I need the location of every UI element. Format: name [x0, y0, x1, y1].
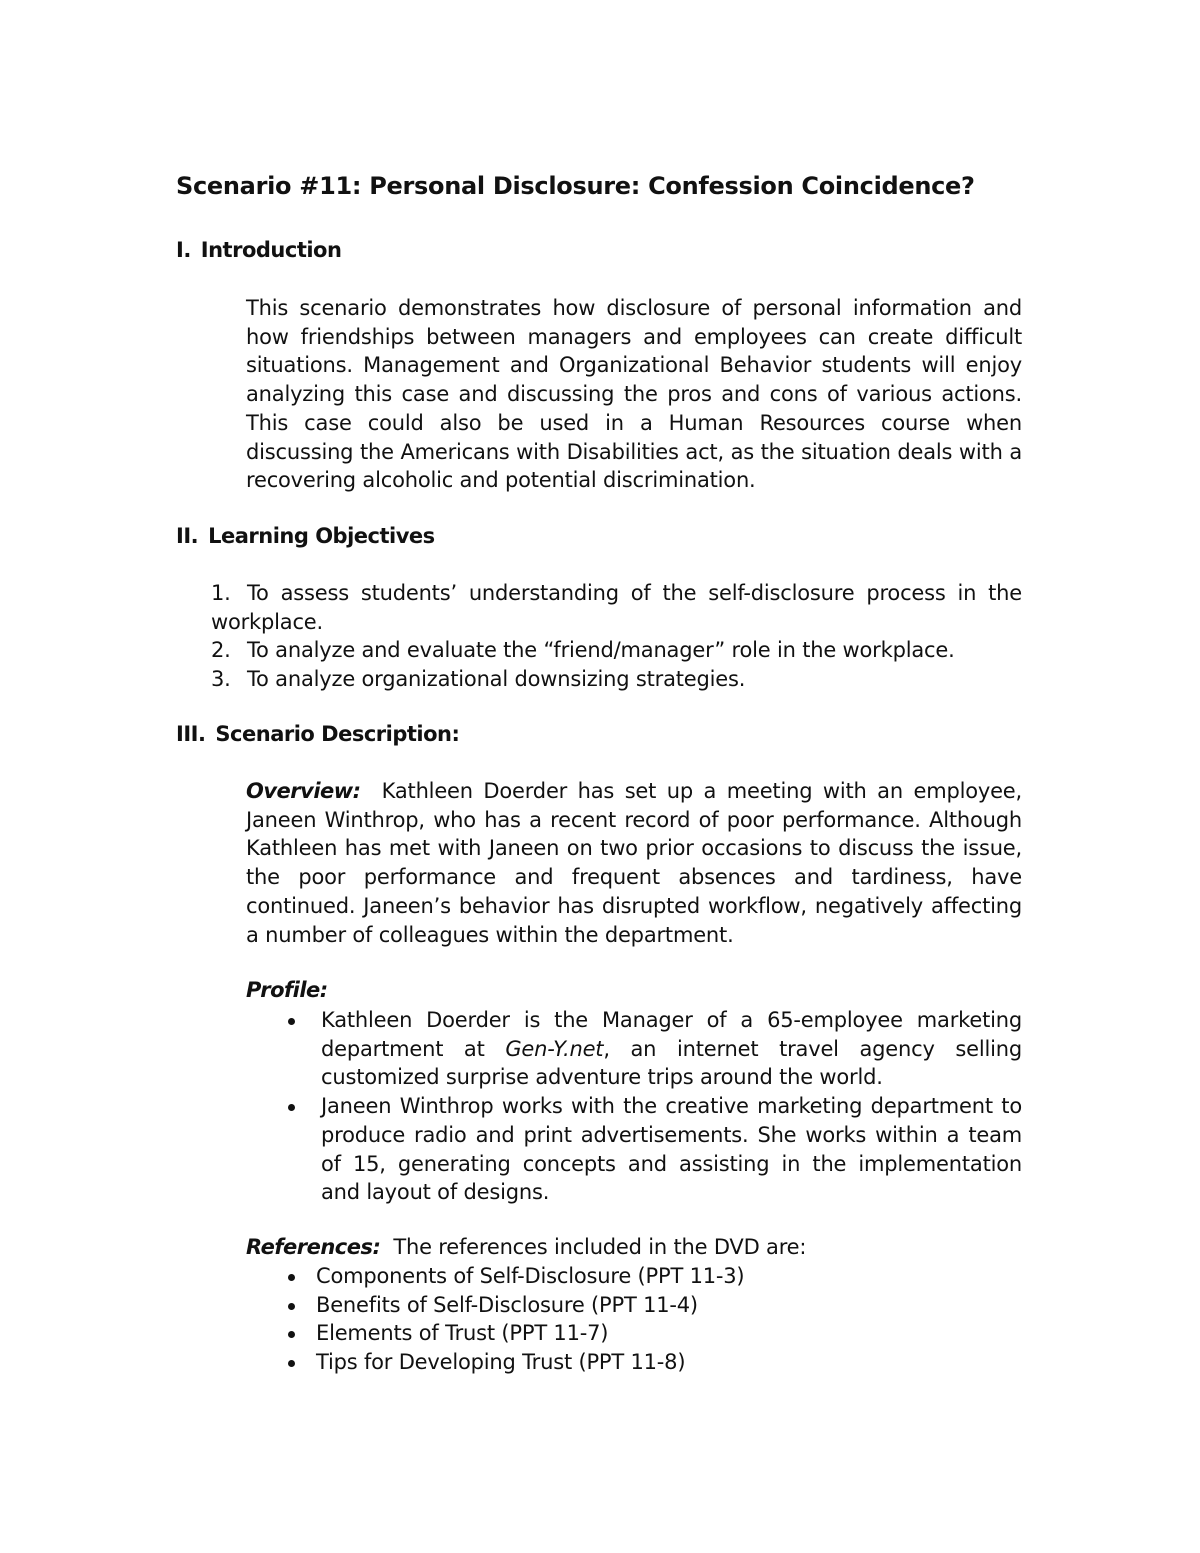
- item-text: To analyze organizational downsizing strategies.: [247, 667, 746, 692]
- profile-text: , an internet travel agency selling customized surprise adventure trips around the world.: [321, 1036, 1022, 1090]
- references-paragraph: [246, 1233, 1022, 1262]
- references-list: [316, 1262, 816, 1377]
- section-number: II.: [176, 524, 199, 548]
- item-number: 2.: [211, 638, 231, 663]
- section-number: III.: [176, 722, 206, 746]
- overview-paragraph: [246, 777, 1022, 949]
- list-item: [321, 1006, 1022, 1092]
- bullet-icon: [288, 1018, 295, 1025]
- section-title: Introduction: [200, 238, 342, 262]
- overview-text: Kathleen Doerder has set up a meeting with an employee, Janeen Winthrop, who has a recent record of poor performance. Although Kathleen has met with Janeen on two prior occasions to discuss the issue, the poor performance and frequent absences and tardiness, have continued. Janeen’s behavior has disrupted workflow, negatively affecting a number of colleagues within the department.: [246, 779, 1022, 947]
- list-item: [211, 665, 1022, 694]
- item-text: To analyze and evaluate the “friend/manager” role in the workplace.: [247, 638, 955, 663]
- bullet-icon: [288, 1303, 295, 1310]
- overview-label: Overview:: [246, 779, 361, 803]
- reference-item: Benefits of Self-Disclosure (PPT 11-4): [316, 1292, 698, 1317]
- objectives-list: [211, 579, 1022, 694]
- section-number: I.: [176, 238, 191, 262]
- bullet-icon: [288, 1360, 295, 1367]
- bullet-icon: [288, 1331, 295, 1338]
- bullet-icon: [288, 1274, 295, 1281]
- section-heading-introduction: [176, 238, 341, 262]
- reference-item: Elements of Trust (PPT 11-7): [316, 1321, 609, 1346]
- list-item: [316, 1348, 816, 1377]
- item-number: 1.: [211, 581, 231, 605]
- section-title: Learning Objectives: [208, 524, 435, 548]
- profile-list: [321, 1006, 1022, 1207]
- profile-text: Janeen Winthrop works with the creative marketing department to produce radio and print advertisements. She works within a team of 15, generating concepts and assisting in the implementation and layout of designs.: [321, 1094, 1022, 1205]
- list-item: [211, 579, 1022, 636]
- company-name: Gen-Y.net: [505, 1036, 604, 1061]
- list-item: [316, 1319, 816, 1348]
- reference-item: Components of Self-Disclosure (PPT 11-3): [316, 1264, 745, 1288]
- item-number: 3.: [211, 667, 231, 692]
- introduction-paragraph: This scenario demonstrates how disclosure of personal information and how friendships between managers and employees can create difficult situations. Management and Organizational Behavior students will enjoy analyzing this case and discussing the pros and cons of various actions. This case could also be used in a Human Resources course when discussing the Americans with Disabilities act, as the situation deals with a recovering alcoholic and potential discrimination.: [246, 296, 1022, 493]
- profile-text: Kathleen Doerder is the Manager of a 65-employee marketing department at: [321, 1008, 1022, 1061]
- section-title: Scenario Description:: [215, 722, 460, 746]
- list-item: [321, 1092, 1022, 1207]
- bullet-icon: [288, 1104, 295, 1111]
- list-item: [316, 1291, 816, 1320]
- references-label: References:: [246, 1235, 381, 1259]
- references-intro: The references included in the DVD are:: [393, 1235, 807, 1259]
- reference-item: Tips for Developing Trust (PPT 11-8): [316, 1350, 686, 1375]
- item-text: To assess students’ understanding of the self-disclosure process in the workplace.: [211, 581, 1022, 634]
- section-heading-objectives: [176, 524, 435, 548]
- profile-label: Profile:: [246, 978, 328, 1002]
- list-item: [211, 636, 1022, 665]
- list-item: [316, 1262, 816, 1291]
- page-title: Scenario #11: Personal Disclosure: Confession Coincidence?: [176, 172, 975, 200]
- section-heading-scenario: [176, 722, 459, 746]
